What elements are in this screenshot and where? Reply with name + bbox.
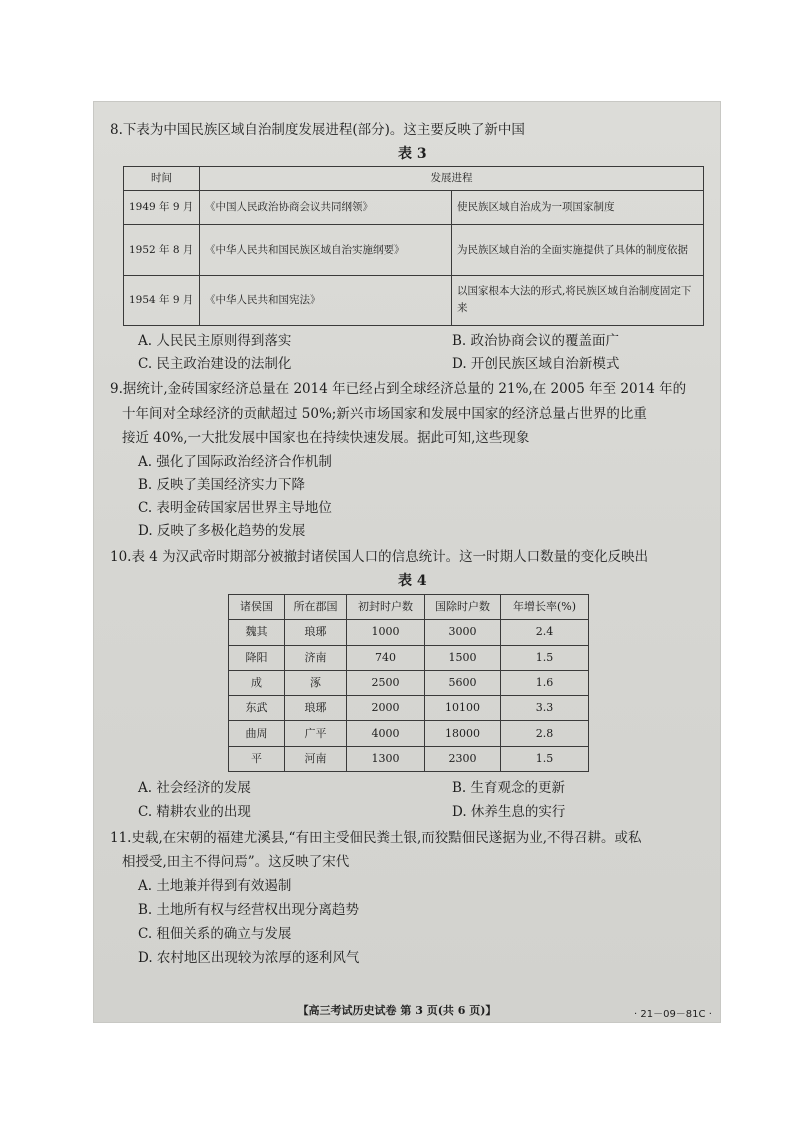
table4-cell: 2300 bbox=[425, 746, 501, 771]
table4-header-row bbox=[229, 595, 589, 620]
table3-effect: 以国家根本大法的形式,将民族区域自治制度固定下来 bbox=[452, 275, 704, 325]
table4-header: 诸侯国 bbox=[229, 595, 285, 620]
table4-header: 初封时户数 bbox=[347, 595, 425, 620]
table-row bbox=[229, 670, 589, 695]
q9-option-d: D. 反映了多极化趋势的发展 bbox=[138, 523, 306, 539]
table4-cell: 1.5 bbox=[501, 746, 589, 771]
q8-option-a: A. 人民民主原则得到落实 bbox=[138, 333, 292, 349]
q10-option-d: D. 休养生息的实行 bbox=[452, 804, 566, 820]
table4-cell: 成 bbox=[229, 670, 285, 695]
q10-stem: 10.表 4 为汉武帝时期部分被撤封诸侯国人口的信息统计。这一时期人口数量的变化反映出 bbox=[110, 549, 649, 565]
q11-option-c: C. 租佃关系的确立与发展 bbox=[138, 926, 292, 942]
table4-cell: 2500 bbox=[347, 670, 425, 695]
q11-option-b: B. 土地所有权与经营权出现分离趋势 bbox=[138, 902, 360, 918]
q9-stem-line-3: 接近 40%,一大批发展中国家也在持续快速发展。据此可知,这些现象 bbox=[122, 430, 530, 446]
table4-cell: 740 bbox=[347, 645, 425, 670]
table-row bbox=[229, 620, 589, 645]
q8-option-d: D. 开创民族区域自治新模式 bbox=[452, 356, 620, 372]
table-row bbox=[229, 696, 589, 721]
q10-option-b: B. 生育观念的更新 bbox=[452, 780, 566, 796]
table4-header: 所在郡国 bbox=[285, 595, 347, 620]
table4-cell: 1000 bbox=[347, 620, 425, 645]
table3-caption: 表 3 bbox=[398, 146, 427, 162]
table4-cell: 2000 bbox=[347, 696, 425, 721]
table4-cell: 3000 bbox=[425, 620, 501, 645]
q10-option-a: A. 社会经济的发展 bbox=[138, 780, 251, 796]
table3-header-time: 时间 bbox=[124, 167, 200, 191]
q9-option-a: A. 强化了国际政治经济合作机制 bbox=[138, 454, 332, 470]
table-row bbox=[229, 645, 589, 670]
table4-cell: 1.6 bbox=[501, 670, 589, 695]
table4-cell: 平 bbox=[229, 746, 285, 771]
table3-doc: 《中国人民政治协商会议共同纲领》 bbox=[200, 191, 452, 225]
table3-header-progress: 发展进程 bbox=[200, 167, 704, 191]
q8-option-b: B. 政治协商会议的覆盖面广 bbox=[452, 333, 620, 349]
table4-cell: 1.5 bbox=[501, 645, 589, 670]
q10-option-c: C. 精耕农业的出现 bbox=[138, 804, 251, 820]
table-row bbox=[229, 721, 589, 746]
q9-stem-line-1: 9.据统计,金砖国家经济总量在 2014 年已经占到全球经济总量的 21%,在 2005 年至 2014 年的 bbox=[110, 381, 687, 397]
q8-stem: 8.下表为中国民族区域自治制度发展进程(部分)。这主要反映了新中国 bbox=[110, 122, 525, 138]
table4-cell: 广平 bbox=[285, 721, 347, 746]
paper-code: · 21－09－81C · bbox=[634, 1009, 712, 1020]
table4-cell: 5600 bbox=[425, 670, 501, 695]
table3-doc: 《中华人民共和国宪法》 bbox=[200, 275, 452, 325]
table3 bbox=[123, 166, 704, 326]
q11-stem-line-2: 相授受,田主不得问焉”。这反映了宋代 bbox=[122, 854, 350, 870]
table4-cell: 琅琊 bbox=[285, 620, 347, 645]
table4-caption: 表 4 bbox=[398, 573, 427, 589]
table4-cell: 河南 bbox=[285, 746, 347, 771]
table4-cell: 济南 bbox=[285, 645, 347, 670]
table4-cell: 18000 bbox=[425, 721, 501, 746]
q9-option-b: B. 反映了美国经济实力下降 bbox=[138, 477, 306, 493]
table4-header: 年增长率(%) bbox=[501, 595, 589, 620]
page-footer: 【高三考试历史试卷 第 3 页(共 6 页)】 bbox=[297, 1004, 497, 1017]
table4-cell: 涿 bbox=[285, 670, 347, 695]
table-row bbox=[124, 225, 704, 275]
table4-cell: 4000 bbox=[347, 721, 425, 746]
table4-cell: 2.8 bbox=[501, 721, 589, 746]
table4-cell: 曲周 bbox=[229, 721, 285, 746]
table4 bbox=[228, 594, 589, 772]
table3-header-row bbox=[124, 167, 704, 191]
table4-cell: 1500 bbox=[425, 645, 501, 670]
table4-cell: 3.3 bbox=[501, 696, 589, 721]
table4-cell: 10100 bbox=[425, 696, 501, 721]
table4-header: 国除时户数 bbox=[425, 595, 501, 620]
q11-option-a: A. 土地兼并得到有效遏制 bbox=[138, 878, 292, 894]
table3-doc: 《中华人民共和国民族区域自治实施纲要》 bbox=[200, 225, 452, 275]
table4-cell: 2.4 bbox=[501, 620, 589, 645]
q9-option-c: C. 表明金砖国家居世界主导地位 bbox=[138, 500, 332, 516]
table-row bbox=[229, 746, 589, 771]
table4-cell: 降阳 bbox=[229, 645, 285, 670]
table4-cell: 琅琊 bbox=[285, 696, 347, 721]
table4-cell: 1300 bbox=[347, 746, 425, 771]
q9-stem-line-2: 十年间对全球经济的贡献超过 50%;新兴市场国家和发展中国家的经济总量占世界的比重 bbox=[122, 406, 647, 422]
table3-time: 1954 年 9 月 bbox=[124, 275, 200, 325]
table3-time: 1949 年 9 月 bbox=[124, 191, 200, 225]
table4-cell: 东武 bbox=[229, 696, 285, 721]
table3-effect: 使民族区域自治成为一项国家制度 bbox=[452, 191, 704, 225]
q11-option-d: D. 农村地区出现较为浓厚的逐利风气 bbox=[138, 950, 360, 966]
table-row bbox=[124, 191, 704, 225]
table3-effect: 为民族区域自治的全面实施提供了具体的制度依据 bbox=[452, 225, 704, 275]
table-row bbox=[124, 275, 704, 325]
q11-stem-line-1: 11.史载,在宋朝的福建尤溪县,“有田主受佃民粪土银,而狡黠佃民遂据为业,不得召耕。或私 bbox=[110, 830, 642, 846]
table4-cell: 魏其 bbox=[229, 620, 285, 645]
table3-time: 1952 年 8 月 bbox=[124, 225, 200, 275]
q8-option-c: C. 民主政治建设的法制化 bbox=[138, 356, 292, 372]
